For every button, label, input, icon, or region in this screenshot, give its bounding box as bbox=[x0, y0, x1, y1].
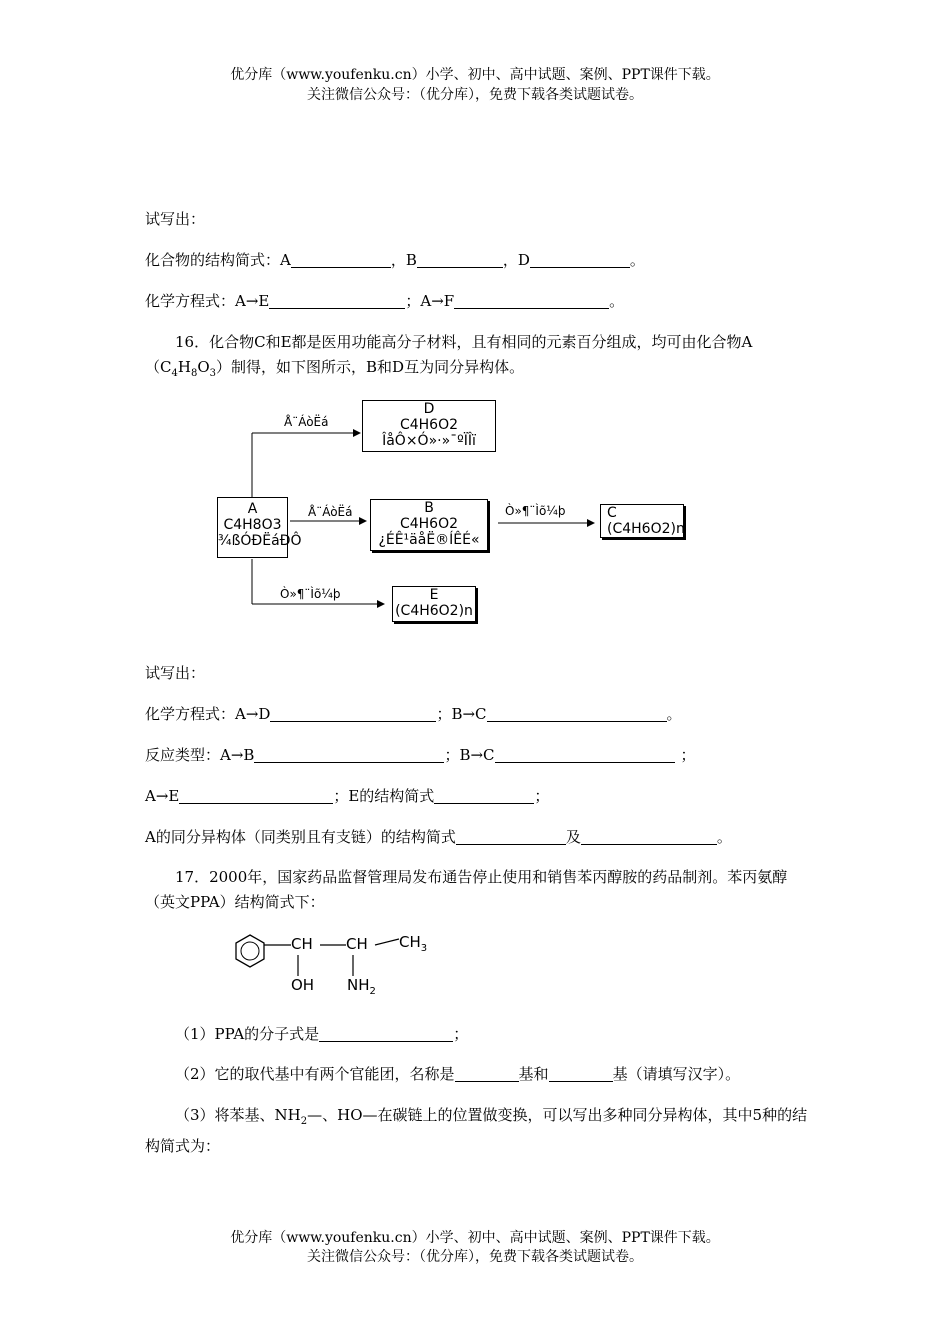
q16-sub-2: 8 bbox=[190, 368, 198, 379]
q15-eq-label: 化学方程式：A→E bbox=[145, 292, 270, 310]
q17-blank-group-1[interactable] bbox=[455, 1065, 519, 1082]
q17-s2-pre: （2）它的取代基中有两个官能团，名称是 bbox=[175, 1065, 455, 1083]
box-b-title: B bbox=[424, 500, 434, 516]
ppa-ch3-text: CH bbox=[399, 933, 421, 951]
q16-mid-2: O bbox=[197, 358, 210, 376]
box-c-formula: (C4H6O2)n bbox=[607, 521, 685, 537]
q16-intro-post: ）制得，如下图所示，B和D互为同分异构体。 bbox=[216, 358, 525, 376]
box-a-formula: C4H8O3 bbox=[223, 517, 282, 533]
ppa-nh2 bbox=[347, 976, 376, 997]
q16-type-bc: ；B→C bbox=[444, 746, 495, 764]
box-b-formula: C4H6O2 bbox=[399, 516, 459, 532]
q16-eq-bc: ；B→C bbox=[436, 705, 487, 723]
q16-sub-3: 3 bbox=[209, 368, 217, 379]
q15-struct-b: ，B bbox=[390, 251, 417, 269]
label-a-to-e: Ò»¶¨Ìõ¼þ bbox=[280, 587, 341, 601]
q16-ae-label: A→E bbox=[145, 787, 180, 805]
q17-s3-pre: （3）将苯基、NH bbox=[175, 1106, 301, 1124]
page-footer-line2: 关注微信公众号：（优分库），免费下载各类试题试卷。 bbox=[307, 1249, 643, 1265]
box-d-formula: C4H6O2 bbox=[399, 417, 459, 433]
q16-e-struct: ；E的结构简式 bbox=[333, 787, 435, 805]
ppa-ch-1: CH bbox=[291, 935, 313, 953]
benzene-ring-icon bbox=[236, 935, 264, 967]
q17-s3-sub: 2 bbox=[300, 1116, 308, 1127]
q15-struct-label: 化合物的结构简式：A bbox=[145, 251, 291, 269]
q16-mid-1: H bbox=[177, 358, 191, 376]
box-e-formula: (C4H6O2)n bbox=[395, 603, 473, 619]
bond-ch2-ch3 bbox=[375, 939, 399, 945]
q16-eq-end: 。 bbox=[666, 705, 682, 723]
ppa-ch3 bbox=[399, 933, 427, 954]
q16-prompt: 试写出： bbox=[145, 664, 206, 682]
q17-s3 bbox=[145, 1103, 810, 1159]
q17-s1-line bbox=[145, 1022, 810, 1047]
q17-s1-end: ； bbox=[453, 1025, 469, 1043]
label-a-to-d: Å¨ÁòËá bbox=[284, 415, 329, 429]
q17-s2-mid: 基和 bbox=[518, 1065, 549, 1083]
box-d-title: D bbox=[423, 401, 435, 417]
q17-s2-post: 基（请填写汉字）。 bbox=[612, 1065, 741, 1083]
page-footer-line1: 优分库（www.youfenku.cn）小学、初中、高中试题、案例、PPT课件下载。 bbox=[230, 1230, 720, 1246]
q16-type-end: ； bbox=[680, 746, 696, 764]
ppa-oh: OH bbox=[291, 976, 315, 994]
q16-isomer-end: 。 bbox=[716, 828, 732, 846]
q15-struct-d: ，D bbox=[502, 251, 530, 269]
q15-eq-end: 。 bbox=[609, 292, 625, 310]
page-header-line1: 优分库（www.youfenku.cn）小学、初中、高中试题、案例、PPT课件下载。 bbox=[230, 67, 720, 83]
q16-eq-label: 化学方程式：A→D bbox=[145, 705, 271, 723]
box-a-title: A bbox=[247, 501, 258, 517]
q16-isomer-label: A的同分异构体（同类别且有支链）的结构简式 bbox=[145, 828, 456, 846]
q17-blank-group-2[interactable] bbox=[549, 1065, 613, 1082]
q16-sub-1: 4 bbox=[171, 368, 178, 379]
q17-s3-post: —、HO—在碳链上的位置做变换，可以写出多种同分异构体，其中5种的结构简式为： bbox=[145, 1106, 808, 1155]
q17-s2-line bbox=[145, 1062, 810, 1087]
q17-blank-formula[interactable] bbox=[319, 1025, 453, 1042]
q16-intro-pre: 16．化合物C和E都是医用功能高分子材料，且有相同的元素百分组成，均可由化合物A（C bbox=[145, 333, 753, 376]
box-d-desc: ÎåÔ×Ó»·»¯ºÏÎï bbox=[382, 433, 476, 449]
q15-prompt: 试写出： bbox=[145, 210, 206, 228]
q16-isomer-and: 及 bbox=[565, 828, 581, 846]
q16-e-end: ； bbox=[534, 787, 550, 805]
q17-s1-label: （1）PPA的分子式是 bbox=[175, 1025, 320, 1043]
box-e-title: E bbox=[429, 587, 439, 603]
ppa-nh-text: NH bbox=[347, 976, 370, 994]
box-b-desc: ¿ÉÊ¹äåË®ÍÊÉ« bbox=[378, 532, 480, 548]
q17-intro: 17．2000年，国家药品监督管理局发布通告停止使用和销售苯丙醇胺的药品制剂。苯丙氨醇（英文PPA）结构简式下： bbox=[145, 868, 788, 911]
ppa-ch3-sub: 3 bbox=[420, 943, 428, 954]
box-a-desc: ¾ßÓÐËáÐÔ bbox=[218, 533, 302, 549]
page-header-line2: 关注微信公众号：（优分库），免费下载各类试题试卷。 bbox=[307, 87, 643, 103]
label-a-to-b: Å¨ÁòËá bbox=[308, 505, 353, 519]
box-c-title: C bbox=[607, 505, 617, 521]
ppa-nh-sub: 2 bbox=[369, 986, 376, 997]
ppa-ch-2: CH bbox=[346, 935, 368, 953]
q15-eq-f: ；A→F bbox=[405, 292, 455, 310]
q16-type-label: 反应类型：A→B bbox=[145, 746, 255, 764]
label-b-to-c: Ò»¶¨Ìõ¼þ bbox=[505, 504, 566, 518]
benzene-inner-circle bbox=[241, 942, 259, 960]
q15-struct-end: 。 bbox=[629, 251, 645, 269]
